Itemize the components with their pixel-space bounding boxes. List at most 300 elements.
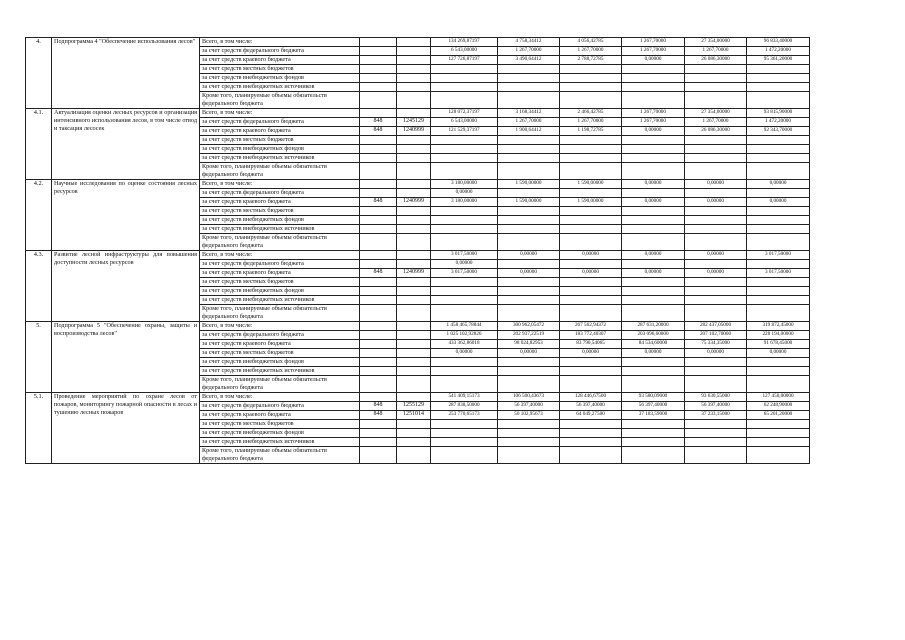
amount-cell: 2 466,42785: [560, 109, 622, 118]
grbs-code-cell: [360, 83, 397, 92]
amount-cell: 1 472,20000: [747, 118, 810, 127]
amount-cell: [560, 278, 622, 287]
amount-cell: 0,00000: [685, 269, 747, 278]
amount-cell: 93 630,55000: [685, 393, 747, 402]
amount-cell: [622, 216, 685, 225]
funding-source-label: за счет средств местных бюджетов: [200, 136, 360, 145]
csr-code-cell: [397, 154, 431, 163]
amount-cell: 26 086,30000: [685, 127, 747, 136]
amount-cell: [685, 296, 747, 305]
amount-cell: 0,00000: [431, 349, 498, 358]
csr-code-cell: [397, 56, 431, 65]
amount-cell: [622, 92, 685, 109]
amount-cell: [685, 154, 747, 163]
amount-cell: [747, 296, 810, 305]
grbs-code-cell: [360, 305, 397, 322]
amount-cell: [622, 163, 685, 180]
amount-cell: [498, 278, 560, 287]
table-row: [26, 251, 866, 260]
amount-cell: [560, 367, 622, 376]
amount-cell: [498, 260, 560, 269]
item-name: Актуализация оценки лесных ресурсов и организация интенсивного использования лесов, в том числе отвод и таксация лесосек: [52, 109, 200, 180]
grbs-code-cell: 848: [360, 411, 397, 420]
amount-cell: [622, 65, 685, 74]
csr-code-cell: [397, 331, 431, 340]
csr-code-cell: [397, 260, 431, 269]
budget-table: [25, 37, 866, 464]
amount-cell: [498, 305, 560, 322]
csr-code-cell: 1240999: [397, 127, 431, 136]
amount-cell: [431, 305, 498, 322]
amount-cell: [622, 136, 685, 145]
grbs-code-cell: [360, 287, 397, 296]
amount-cell: [685, 438, 747, 447]
amount-cell: [622, 376, 685, 393]
amount-cell: 319 872,45000: [747, 322, 810, 331]
amount-cell: 3 017,50000: [431, 269, 498, 278]
budget-table-sheet: [25, 37, 866, 464]
grbs-code-cell: 848: [360, 118, 397, 127]
amount-cell: 27 354,00000: [685, 38, 747, 47]
amount-cell: [622, 429, 685, 438]
funding-source-label: за счет средств федерального бюджета: [200, 118, 360, 127]
amount-cell: 127 450,00000: [747, 393, 810, 402]
amount-cell: [498, 225, 560, 234]
funding-source-label: за счет средств федерального бюджета: [200, 47, 360, 56]
amount-cell: [685, 234, 747, 251]
amount-cell: 267 562,94372: [560, 322, 622, 331]
csr-code-cell: [397, 47, 431, 56]
amount-cell: [560, 429, 622, 438]
amount-cell: 0,00000: [685, 349, 747, 358]
amount-cell: 0,00000: [622, 349, 685, 358]
grbs-code-cell: [360, 109, 397, 118]
grbs-code-cell: 848: [360, 127, 397, 136]
grbs-code-cell: 848: [360, 198, 397, 207]
funding-source-label: Кроме того, планируемые объемы обязательств федерального бюджета: [200, 234, 360, 251]
amount-cell: [560, 189, 622, 198]
grbs-code-cell: [360, 393, 397, 402]
amount-cell: [622, 305, 685, 322]
table-row: [26, 322, 866, 331]
amount-cell: [431, 136, 498, 145]
funding-source-label: за счет средств федерального бюджета: [200, 260, 360, 269]
amount-cell: [560, 74, 622, 83]
amount-cell: 0,00000: [560, 251, 622, 260]
amount-cell: 1 590,00000: [560, 180, 622, 189]
grbs-code-cell: [360, 438, 397, 447]
grbs-code-cell: [360, 367, 397, 376]
amount-cell: [747, 278, 810, 287]
grbs-code-cell: [360, 429, 397, 438]
amount-cell: [747, 154, 810, 163]
csr-code-cell: [397, 136, 431, 145]
csr-code-cell: [397, 74, 431, 83]
funding-source-label: за счет средств краевого бюджета: [200, 198, 360, 207]
amount-cell: 203 096,60000: [622, 331, 685, 340]
grbs-code-cell: [360, 56, 397, 65]
funding-source-label: Кроме того, планируемые объемы обязательств федерального бюджета: [200, 305, 360, 322]
funding-source-label: Всего, в том числе:: [200, 180, 360, 189]
amount-cell: 56 397,40000: [498, 402, 560, 411]
amount-cell: 282 437,05000: [685, 322, 747, 331]
amount-cell: [560, 438, 622, 447]
amount-cell: [431, 376, 498, 393]
amount-cell: 1 472,20000: [747, 47, 810, 56]
amount-cell: [622, 367, 685, 376]
amount-cell: [685, 287, 747, 296]
csr-code-cell: [397, 251, 431, 260]
grbs-code-cell: 848: [360, 402, 397, 411]
amount-cell: [685, 367, 747, 376]
amount-cell: [685, 260, 747, 269]
amount-cell: [747, 163, 810, 180]
amount-cell: [498, 358, 560, 367]
amount-cell: [622, 189, 685, 198]
amount-cell: 1 267,70000: [622, 47, 685, 56]
amount-cell: 0,00000: [498, 251, 560, 260]
amount-cell: 56 397,40000: [622, 402, 685, 411]
grbs-code-cell: 848: [360, 269, 397, 278]
amount-cell: 0,00000: [685, 198, 747, 207]
item-name: Научные исследования по оценке состояния лесных ресурсов: [52, 180, 200, 251]
csr-code-cell: [397, 367, 431, 376]
amount-cell: [498, 367, 560, 376]
amount-cell: 93 815,90000: [747, 109, 810, 118]
amount-cell: 128 072,37197: [431, 109, 498, 118]
amount-cell: [431, 296, 498, 305]
amount-cell: [685, 74, 747, 83]
amount-cell: 1 267,70000: [622, 118, 685, 127]
csr-code-cell: [397, 305, 431, 322]
amount-cell: 300 962,05472: [498, 322, 560, 331]
funding-source-label: Всего, в том числе:: [200, 38, 360, 47]
amount-cell: 0,00000: [498, 269, 560, 278]
amount-cell: 1 590,00000: [498, 180, 560, 189]
csr-code-cell: [397, 438, 431, 447]
csr-code-cell: [397, 349, 431, 358]
amount-cell: [685, 305, 747, 322]
amount-cell: 50 102,95673: [498, 411, 560, 420]
amount-cell: [747, 83, 810, 92]
amount-cell: 228 194,00000: [747, 331, 810, 340]
amount-cell: [560, 145, 622, 154]
funding-source-label: за счет средств краевого бюджета: [200, 127, 360, 136]
amount-cell: 0,00000: [747, 349, 810, 358]
grbs-code-cell: [360, 163, 397, 180]
amount-cell: [622, 287, 685, 296]
amount-cell: [747, 207, 810, 216]
grbs-code-cell: [360, 38, 397, 47]
amount-cell: [498, 216, 560, 225]
csr-code-cell: [397, 180, 431, 189]
amount-cell: [747, 420, 810, 429]
amount-cell: [498, 296, 560, 305]
grbs-code-cell: [360, 65, 397, 74]
amount-cell: 1 267,70000: [622, 38, 685, 47]
amount-cell: 121 529,37197: [431, 127, 498, 136]
amount-cell: [747, 287, 810, 296]
grbs-code-cell: [360, 207, 397, 216]
amount-cell: 27 354,00000: [685, 109, 747, 118]
csr-code-cell: [397, 420, 431, 429]
amount-cell: [431, 225, 498, 234]
amount-cell: [560, 216, 622, 225]
amount-cell: 1 025 102,92826: [431, 331, 498, 340]
funding-source-label: Кроме того, планируемые объемы обязательств федерального бюджета: [200, 376, 360, 393]
csr-code-cell: 1255129: [397, 402, 431, 411]
funding-source-label: за счет средств внебюджетных фондов: [200, 287, 360, 296]
grbs-code-cell: [360, 225, 397, 234]
amount-cell: 0,00000: [622, 198, 685, 207]
amount-cell: 96 833,40000: [747, 38, 810, 47]
csr-code-cell: [397, 216, 431, 225]
amount-cell: [622, 358, 685, 367]
grbs-code-cell: [360, 340, 397, 349]
amount-cell: 0,00000: [622, 127, 685, 136]
amount-cell: 1 267,70000: [685, 118, 747, 127]
amount-cell: 1 267,70000: [498, 47, 560, 56]
amount-cell: 6 543,00000: [431, 47, 498, 56]
amount-cell: 26 086,30000: [685, 56, 747, 65]
grbs-code-cell: [360, 47, 397, 56]
amount-cell: 128 446,67500: [560, 393, 622, 402]
amount-cell: [431, 278, 498, 287]
amount-cell: [747, 376, 810, 393]
amount-cell: 91 678,45000: [747, 340, 810, 349]
amount-cell: 1 198,72785: [560, 127, 622, 136]
grbs-code-cell: [360, 251, 397, 260]
item-number: 5.1.: [26, 393, 52, 464]
amount-cell: 84 534,60000: [622, 340, 685, 349]
amount-cell: 3 180,00000: [431, 180, 498, 189]
amount-cell: 0,00000: [685, 251, 747, 260]
item-name: Подпрограмма 4 "Обеспечение использования лесов": [52, 38, 200, 109]
amount-cell: 37 233,15000: [685, 411, 747, 420]
item-number: 4.: [26, 38, 52, 109]
amount-cell: 3 017,50000: [431, 251, 498, 260]
amount-cell: [498, 234, 560, 251]
csr-code-cell: [397, 92, 431, 109]
amount-cell: 1 267,70000: [498, 118, 560, 127]
funding-source-label: Кроме того, планируемые объемы обязательств федерального бюджета: [200, 92, 360, 109]
funding-source-label: за счет средств внебюджетных источников: [200, 154, 360, 163]
funding-source-label: Кроме того, планируемые объемы обязательств федерального бюджета: [200, 163, 360, 180]
amount-cell: [622, 447, 685, 464]
amount-cell: [685, 92, 747, 109]
amount-cell: 1 267,70000: [560, 118, 622, 127]
funding-source-label: за счет средств внебюджетных источников: [200, 225, 360, 234]
funding-source-label: за счет средств федерального бюджета: [200, 331, 360, 340]
amount-cell: [560, 447, 622, 464]
amount-cell: 0,00000: [431, 189, 498, 198]
amount-cell: [431, 154, 498, 163]
amount-cell: [747, 65, 810, 74]
csr-code-cell: [397, 65, 431, 74]
amount-cell: [685, 420, 747, 429]
csr-code-cell: [397, 109, 431, 118]
funding-source-label: за счет средств местных бюджетов: [200, 278, 360, 287]
funding-source-label: за счет средств внебюджетных источников: [200, 438, 360, 447]
amount-cell: [685, 376, 747, 393]
grbs-code-cell: [360, 420, 397, 429]
amount-cell: 541 409,15173: [431, 393, 498, 402]
amount-cell: 183 772,40307: [560, 331, 622, 340]
funding-source-label: за счет средств краевого бюджета: [200, 56, 360, 65]
amount-cell: [560, 225, 622, 234]
amount-cell: [747, 438, 810, 447]
csr-code-cell: [397, 83, 431, 92]
grbs-code-cell: [360, 331, 397, 340]
amount-cell: 0,00000: [622, 251, 685, 260]
amount-cell: 3 180,00000: [431, 198, 498, 207]
csr-code-cell: [397, 322, 431, 331]
amount-cell: 106 500,43673: [498, 393, 560, 402]
amount-cell: 207 102,70000: [685, 331, 747, 340]
amount-cell: 64 049,27500: [560, 411, 622, 420]
amount-cell: [560, 136, 622, 145]
csr-code-cell: [397, 163, 431, 180]
amount-cell: [747, 358, 810, 367]
funding-source-label: за счет средств краевого бюджета: [200, 411, 360, 420]
item-name: Развитие лесной инфраструктуры для повышения доступности лесных ресурсов: [52, 251, 200, 322]
amount-cell: [685, 429, 747, 438]
amount-cell: [747, 225, 810, 234]
amount-cell: [560, 358, 622, 367]
amount-cell: [431, 287, 498, 296]
funding-source-label: за счет средств местных бюджетов: [200, 420, 360, 429]
csr-code-cell: [397, 278, 431, 287]
amount-cell: [747, 136, 810, 145]
funding-source-label: Всего, в том числе:: [200, 251, 360, 260]
amount-cell: [498, 92, 560, 109]
funding-source-label: за счет средств внебюджетных фондов: [200, 216, 360, 225]
funding-source-label: за счет средств федерального бюджета: [200, 402, 360, 411]
amount-cell: [498, 429, 560, 438]
amount-cell: [431, 92, 498, 109]
grbs-code-cell: [360, 92, 397, 109]
csr-code-cell: [397, 225, 431, 234]
amount-cell: 6 543,00000: [431, 118, 498, 127]
item-name: Подпрограмма 5 "Обеспечение охраны, защиты и воспроизводства лесов": [52, 322, 200, 393]
amount-cell: [622, 234, 685, 251]
grbs-code-cell: [360, 349, 397, 358]
amount-cell: [498, 154, 560, 163]
amount-cell: 3 490,64412: [498, 56, 560, 65]
amount-cell: [747, 74, 810, 83]
grbs-code-cell: [360, 260, 397, 269]
amount-cell: [685, 278, 747, 287]
amount-cell: [498, 420, 560, 429]
funding-source-label: за счет средств внебюджетных источников: [200, 83, 360, 92]
csr-code-cell: [397, 393, 431, 402]
amount-cell: [431, 207, 498, 216]
amount-cell: [498, 74, 560, 83]
funding-source-label: Всего, в том числе:: [200, 322, 360, 331]
amount-cell: 1 590,00000: [498, 198, 560, 207]
amount-cell: [560, 65, 622, 74]
amount-cell: 1 590,00000: [560, 198, 622, 207]
amount-cell: [622, 83, 685, 92]
csr-code-cell: 1240999: [397, 269, 431, 278]
amount-cell: [560, 207, 622, 216]
amount-cell: [685, 136, 747, 145]
item-name: Проведение мероприятий по охране лесов от пожаров, мониторингу пожарной опасности в лесах и тушению лесных пожаров: [52, 393, 200, 464]
amount-cell: 0,00000: [622, 269, 685, 278]
amount-cell: [747, 367, 810, 376]
csr-code-cell: 1251014: [397, 411, 431, 420]
amount-cell: [498, 163, 560, 180]
grbs-code-cell: [360, 447, 397, 464]
csr-code-cell: [397, 189, 431, 198]
amount-cell: [431, 145, 498, 154]
amount-cell: 0,00000: [622, 180, 685, 189]
csr-code-cell: [397, 296, 431, 305]
amount-cell: [622, 296, 685, 305]
funding-source-label: за счет средств местных бюджетов: [200, 207, 360, 216]
table-row: [26, 109, 866, 118]
amount-cell: [685, 189, 747, 198]
amount-cell: 433 362,86018: [431, 340, 498, 349]
amount-cell: [685, 163, 747, 180]
grbs-code-cell: [360, 296, 397, 305]
amount-cell: [498, 376, 560, 393]
amount-cell: [431, 429, 498, 438]
amount-cell: 0,00000: [622, 56, 685, 65]
amount-cell: 287 631,20000: [622, 322, 685, 331]
amount-cell: 0,00000: [498, 349, 560, 358]
funding-source-label: за счет средств местных бюджетов: [200, 349, 360, 358]
amount-cell: [560, 83, 622, 92]
amount-cell: [560, 305, 622, 322]
amount-cell: [747, 145, 810, 154]
funding-source-label: Кроме того, планируемые объемы обязательств федерального бюджета: [200, 447, 360, 464]
item-number: 4.2.: [26, 180, 52, 251]
table-row: [26, 393, 866, 402]
amount-cell: [622, 154, 685, 163]
amount-cell: 62 248,90000: [747, 402, 810, 411]
amount-cell: [498, 65, 560, 74]
amount-cell: [431, 74, 498, 83]
amount-cell: [622, 225, 685, 234]
amount-cell: [560, 154, 622, 163]
amount-cell: [431, 216, 498, 225]
amount-cell: [622, 74, 685, 83]
amount-cell: [747, 305, 810, 322]
amount-cell: [685, 225, 747, 234]
amount-cell: [685, 65, 747, 74]
amount-cell: 65 201,20000: [747, 411, 810, 420]
amount-cell: 0,00000: [560, 349, 622, 358]
amount-cell: [747, 429, 810, 438]
amount-cell: 75 334,35000: [685, 340, 747, 349]
csr-code-cell: [397, 447, 431, 464]
grbs-code-cell: [360, 145, 397, 154]
csr-code-cell: [397, 145, 431, 154]
funding-source-label: за счет средств внебюджетных источников: [200, 367, 360, 376]
funding-source-label: за счет средств краевого бюджета: [200, 269, 360, 278]
amount-cell: [431, 65, 498, 74]
amount-cell: [622, 278, 685, 287]
amount-cell: [685, 83, 747, 92]
amount-cell: [747, 92, 810, 109]
funding-source-label: Всего, в том числе:: [200, 393, 360, 402]
amount-cell: 56 397,40000: [560, 402, 622, 411]
amount-cell: [560, 260, 622, 269]
amount-cell: [560, 287, 622, 296]
amount-cell: [560, 234, 622, 251]
amount-cell: [747, 216, 810, 225]
